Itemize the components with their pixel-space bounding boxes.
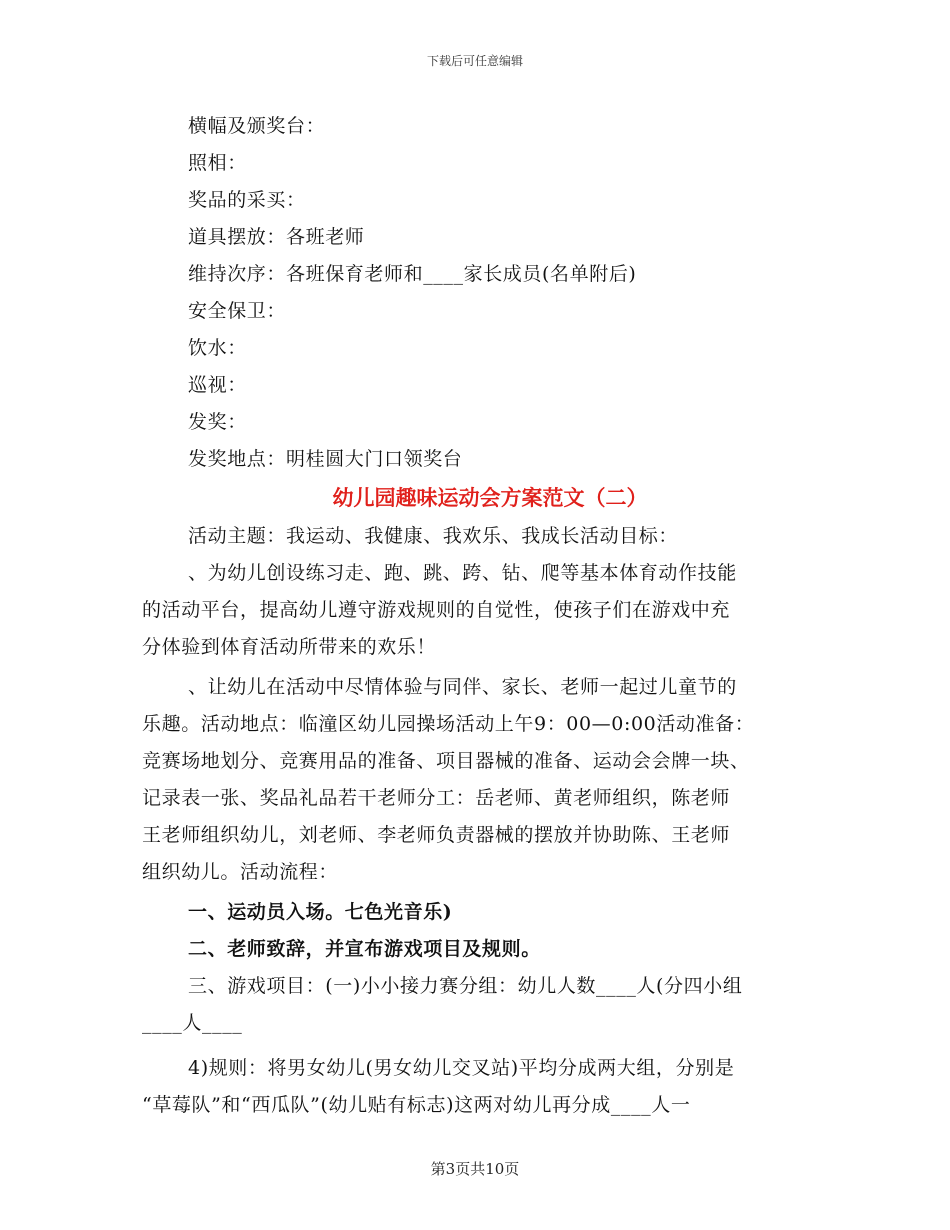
list-item: 横幅及颁奖台：	[188, 115, 326, 137]
list-item: 照相：	[188, 152, 247, 174]
list-item: 维持次序：各班保育老师和____家长成员(名单附后)	[188, 263, 637, 285]
document-body	[142, 108, 812, 1124]
paragraph-line: 的活动平台，提高幼儿遵守游戏规则的自觉性，使孩子们在游戏中充	[142, 599, 731, 621]
paragraph-line: “草莓队”和“西瓜队”(幼儿贴有标志)这两对幼儿再分成____人一	[142, 1094, 691, 1116]
paragraph-line: 、让幼儿在活动中尽情体验与同伴、家长、老师一起过儿童节的	[188, 676, 737, 698]
paragraph-line: ____人____	[142, 1012, 243, 1034]
paragraph-line: 4)规则：将男女幼儿(男女幼儿交叉站)平均分成两大组，分别是	[188, 1057, 735, 1079]
paragraph-line: 乐趣。活动地点：临潼区幼儿园操场活动上午9：00—0:00活动准备：	[142, 713, 755, 735]
list-item: 发奖地点：明桂圆大门口领奖台	[188, 448, 463, 470]
paragraph-line: 分体验到体育活动所带来的欢乐！	[142, 636, 437, 658]
theme-line: 活动主题：我运动、我健康、我欢乐、我成长活动目标：	[188, 525, 679, 547]
list-item: 发奖：	[188, 411, 247, 433]
page-number: 第3页共10页	[430, 1160, 520, 1178]
paragraph-line: 竞赛场地划分、竞赛用品的准备、项目器械的准备、运动会会牌一块、	[142, 750, 750, 772]
paragraph-line: 三、游戏项目：(一)小小接力赛分组：幼儿人数____人(分四小组	[188, 975, 743, 997]
page-header: 下载后可任意编辑	[426, 54, 523, 68]
list-item: 奖品的采买：	[188, 189, 306, 211]
list-item: 巡视：	[188, 374, 247, 396]
paragraph-line: 记录表一张、奖品礼品若干老师分工：岳老师、黄老师组织，陈老师	[142, 787, 731, 809]
section-title: 幼儿园趣味运动会方案范文（二）	[332, 485, 648, 510]
list-item: 安全保卫：	[188, 300, 287, 322]
list-item: 饮水：	[188, 337, 247, 359]
paragraph-line: 组织幼儿。活动流程：	[142, 861, 339, 883]
paragraph-line: 王老师组织幼儿，刘老师、李老师负责器械的摆放并协助陈、王老师	[142, 824, 731, 846]
step-heading: 二、老师致辞，并宣布游戏项目及规则。	[188, 938, 541, 960]
list-item: 道具摆放：各班老师	[188, 226, 365, 248]
paragraph-line: 、为幼儿创设练习走、跑、跳、跨、钻、爬等基本体育动作技能	[188, 562, 737, 584]
step-heading: 一、运动员入场。七色光音乐)	[188, 901, 453, 923]
